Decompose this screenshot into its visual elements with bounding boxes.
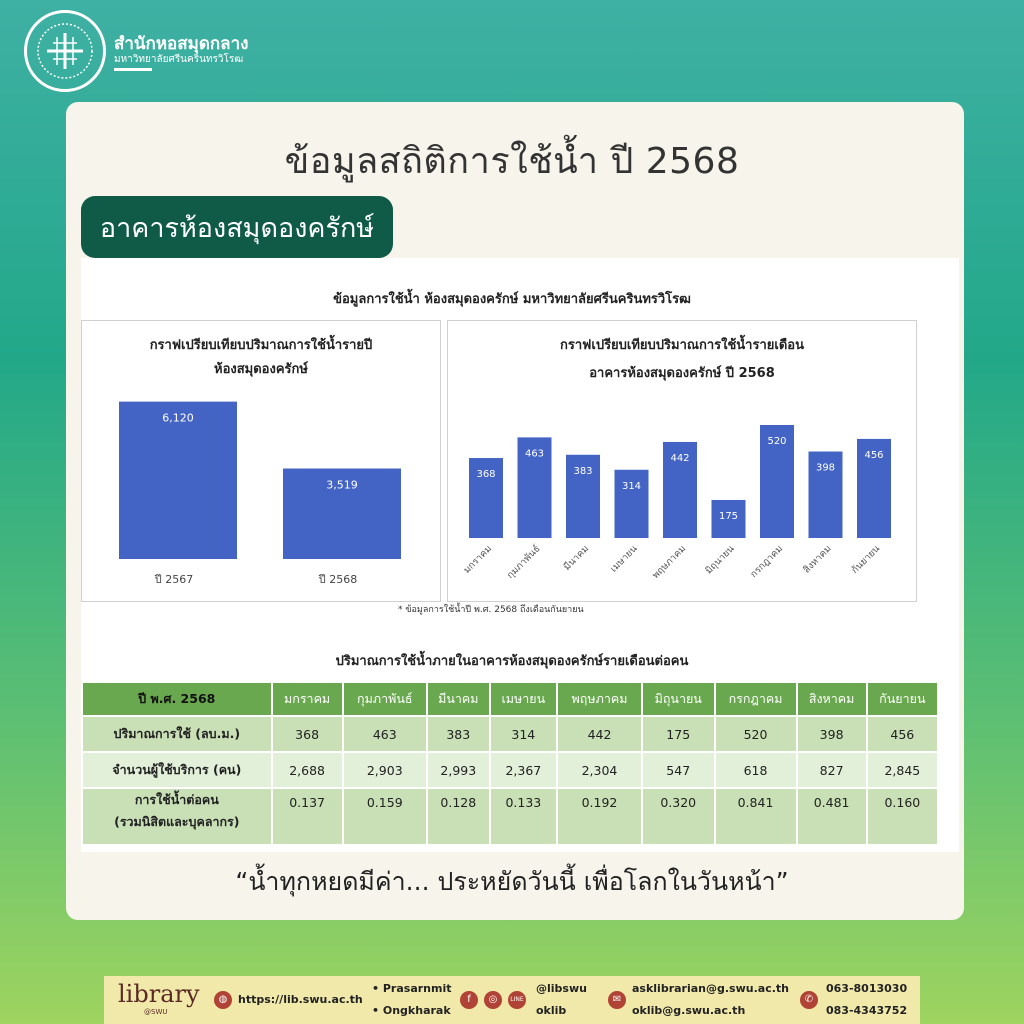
library-logo-sub: @SWU bbox=[144, 1008, 168, 1016]
monthly-bar-value: 175 bbox=[718, 510, 739, 522]
table-cell: 0.128 bbox=[428, 789, 489, 844]
monthly-category-label: พฤษภาคม bbox=[650, 543, 689, 582]
month-header: มิถุนายน bbox=[643, 683, 714, 715]
table-cell: 0.192 bbox=[558, 789, 641, 844]
monthly-category-label: กรกฎาคม bbox=[748, 543, 786, 581]
monthly-category-label: สิงหาคม bbox=[801, 543, 834, 576]
month-header: เมษายน bbox=[491, 683, 556, 715]
row-label-line2: (รวมนิสิตและบุคลากร) bbox=[114, 814, 240, 829]
row-label bbox=[83, 789, 271, 844]
campus-ongkharak: • Ongkharak bbox=[372, 1004, 451, 1017]
table-cell: 2,993 bbox=[428, 753, 489, 787]
contact-footer bbox=[104, 976, 920, 1024]
table-header-row bbox=[83, 683, 937, 715]
page-title: ข้อมูลสถิติการใช้น้ำ ปี 2568 bbox=[284, 141, 740, 182]
table-cell: 2,903 bbox=[344, 753, 426, 787]
yearly-bar-value: 3,519 bbox=[326, 478, 358, 492]
table-corner-header: ปี พ.ศ. 2568 bbox=[83, 683, 271, 715]
website-link[interactable]: https://lib.swu.ac.th bbox=[238, 993, 363, 1006]
yearly-bar-value: 6,120 bbox=[162, 411, 194, 425]
month-header: กุมภาพันธ์ bbox=[344, 683, 426, 715]
monthly-bar-value: 314 bbox=[621, 480, 642, 492]
table-cell: 383 bbox=[428, 717, 489, 751]
table-cell: 456 bbox=[868, 717, 937, 751]
org-subtitle: มหาวิทยาลัยศรีนครินทรวิโรฒ bbox=[114, 54, 244, 65]
table-cell: 398 bbox=[798, 717, 866, 751]
monthly-chart bbox=[447, 320, 917, 602]
monthly-chart-title: กราฟเปรียบเทียบปริมาณการใช้น้ำรายเดือน bbox=[560, 338, 804, 353]
row-label-line1: การใช้น้ำต่อคน bbox=[134, 792, 219, 807]
monthly-bar-value: 456 bbox=[864, 449, 884, 461]
phone-2[interactable]: 083-4343752 bbox=[826, 1004, 908, 1017]
monthly-bar-value: 520 bbox=[767, 436, 787, 447]
table-cell: 0.133 bbox=[491, 789, 556, 844]
monthly-category-label: มิถุนายน bbox=[703, 543, 737, 577]
conservation-quote: “น้ำทุกหยดมีค่า... ประหยัดวันนี้ เพื่อโลกในวันหน้า” bbox=[235, 867, 789, 896]
monthly-bar-value: 463 bbox=[524, 448, 545, 460]
month-header: กันยายน bbox=[868, 683, 937, 715]
table-cell: 463 bbox=[344, 717, 426, 751]
monthly-category-label: มกราคม bbox=[461, 543, 495, 576]
table-row bbox=[83, 753, 937, 787]
social-handle-libswu[interactable]: @libswu bbox=[536, 982, 587, 995]
month-header: สิงหาคม bbox=[798, 683, 866, 715]
library-logo: library bbox=[118, 980, 200, 1008]
table-cell: 618 bbox=[716, 753, 796, 787]
table-cell: 368 bbox=[273, 717, 342, 751]
table-cell: 175 bbox=[643, 717, 714, 751]
line-icon[interactable]: LINE bbox=[508, 991, 526, 1009]
monthly-chart-subtitle: อาคารห้องสมุดองครักษ์ ปี 2568 bbox=[589, 366, 775, 381]
social-handle-oklib[interactable]: oklib bbox=[536, 1004, 567, 1017]
table-cell: 520 bbox=[716, 717, 796, 751]
facebook-icon[interactable]: f bbox=[460, 991, 478, 1009]
yearly-chart-title: กราฟเปรียบเทียบปริมาณการใช้น้ำรายปี bbox=[149, 338, 373, 353]
yearly-category-label: ปี 2568 bbox=[318, 573, 358, 586]
table-cell: 827 bbox=[798, 753, 866, 787]
yearly-chart-subtitle: ห้องสมุดองครักษ์ bbox=[214, 362, 308, 377]
month-header: มีนาคม bbox=[428, 683, 489, 715]
phone-icon: ✆ bbox=[800, 991, 818, 1009]
table-cell: 0.841 bbox=[716, 789, 796, 844]
table-cell: 547 bbox=[643, 753, 714, 787]
org-rule-divider bbox=[114, 68, 152, 71]
table-cell: 0.160 bbox=[868, 789, 937, 844]
seal-icon bbox=[35, 21, 95, 81]
org-name: สำนักหอสมุดกลาง bbox=[114, 34, 249, 54]
phone-1[interactable]: 063-8013030 bbox=[826, 982, 908, 995]
yearly-chart bbox=[81, 320, 441, 602]
table-cell: 314 bbox=[491, 717, 556, 751]
table-row bbox=[83, 789, 937, 844]
table-cell: 2,845 bbox=[868, 753, 937, 787]
panel-title: ข้อมูลการใช้น้ำ ห้องสมุดองครักษ์ มหาวิทยาลัยศรีนครินทรวิโรฒ bbox=[333, 292, 691, 307]
monthly-category-label: เมษายน bbox=[608, 543, 640, 575]
monthly-bar-value: 442 bbox=[670, 452, 690, 464]
usage-table bbox=[81, 681, 939, 846]
row-label: ปริมาณการใช้ (ลบ.ม.) bbox=[83, 717, 271, 751]
table-cell: 0.159 bbox=[344, 789, 426, 844]
month-header: มกราคม bbox=[273, 683, 342, 715]
table-cell: 2,367 bbox=[491, 753, 556, 787]
table-cell: 442 bbox=[558, 717, 641, 751]
instagram-icon[interactable]: ◎ bbox=[484, 991, 502, 1009]
month-header: กรกฎาคม bbox=[716, 683, 796, 715]
table-cell: 0.481 bbox=[798, 789, 866, 844]
monthly-bar-value: 398 bbox=[815, 462, 836, 474]
email-oklib[interactable]: oklib@g.swu.ac.th bbox=[632, 1004, 746, 1017]
monthly-category-label: กันยายน bbox=[849, 543, 883, 577]
table-cell: 2,688 bbox=[273, 753, 342, 787]
month-header: พฤษภาคม bbox=[558, 683, 641, 715]
chart-footnote: * ข้อมูลการใช้น้ำปี พ.ศ. 2568 ถึงเดือนกันยายน bbox=[398, 605, 584, 615]
table-cell: 2,304 bbox=[558, 753, 641, 787]
table-cell: 0.137 bbox=[273, 789, 342, 844]
library-seal-logo bbox=[24, 10, 106, 92]
yearly-bar bbox=[119, 402, 237, 559]
row-label: จำนวนผู้ใช้บริการ (คน) bbox=[83, 753, 271, 787]
monthly-bar-value: 368 bbox=[476, 469, 496, 481]
campus-prasarnmit: • Prasarnmit bbox=[372, 982, 452, 995]
globe-icon: ◍ bbox=[214, 991, 232, 1009]
yearly-chart-svg bbox=[82, 321, 440, 601]
table-row bbox=[83, 717, 937, 751]
table-title: ปริมาณการใช้น้ำภายในอาคารห้องสมุดองครักษ์รายเดือนต่อคน bbox=[335, 654, 689, 669]
monthly-category-label: มีนาคม bbox=[561, 543, 592, 573]
email-icon: ✉ bbox=[608, 991, 626, 1009]
email-asklibrarian[interactable]: asklibrarian@g.swu.ac.th bbox=[632, 982, 789, 995]
monthly-bar-value: 383 bbox=[573, 465, 593, 477]
building-badge: อาคารห้องสมุดองครักษ์ bbox=[81, 196, 393, 258]
monthly-category-label: กุมภาพันธ์ bbox=[505, 543, 543, 581]
monthly-chart-svg bbox=[448, 321, 916, 601]
yearly-category-label: ปี 2567 bbox=[154, 573, 194, 586]
table-cell: 0.320 bbox=[643, 789, 714, 844]
